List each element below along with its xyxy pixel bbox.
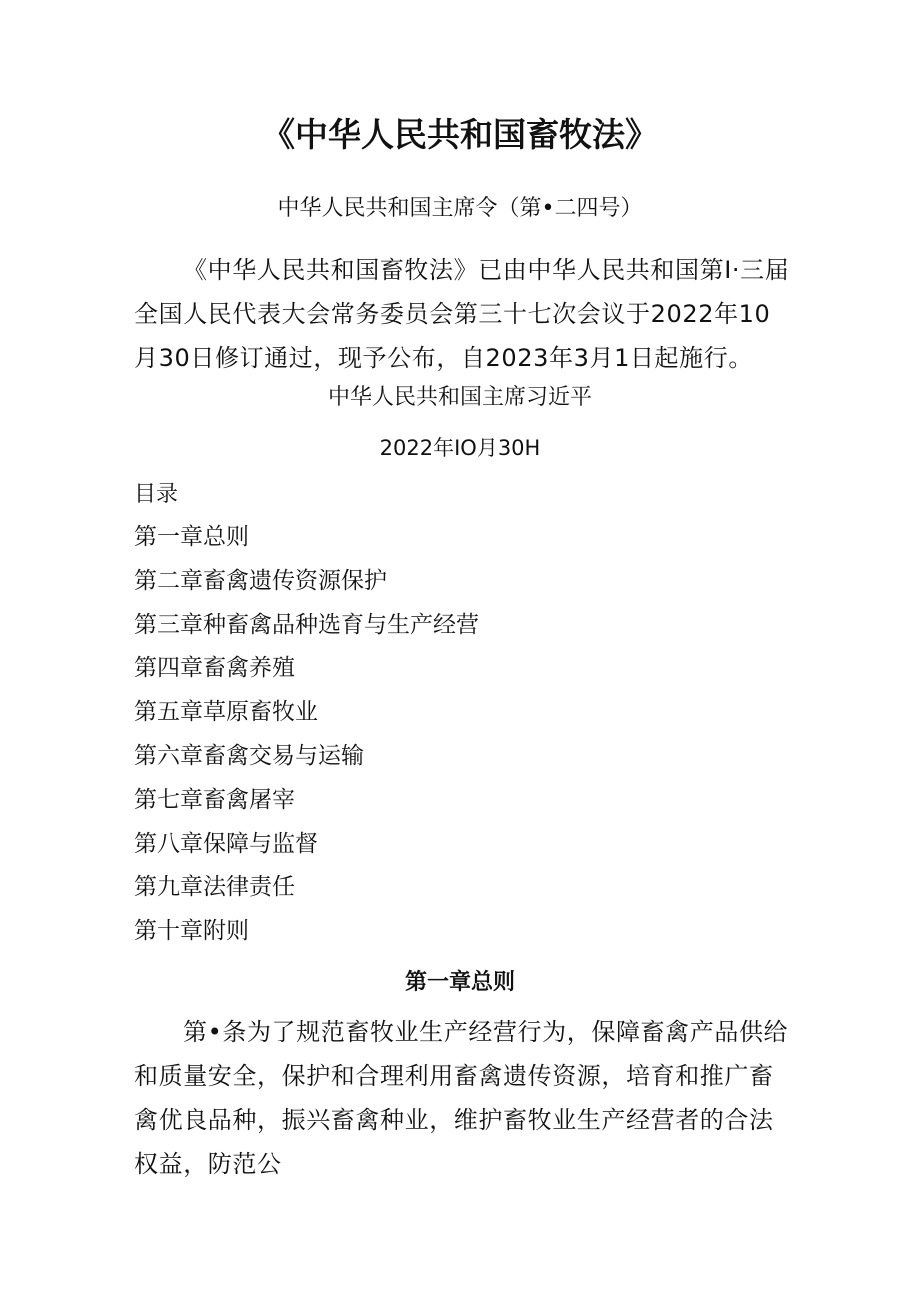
toc-item: 第九章法律责任 — [134, 874, 295, 901]
toc-item: 第二章畜禽遗传资源保护 — [134, 567, 387, 594]
signature-line: 中华人民共和国主席习近平 — [327, 385, 592, 410]
document-title: 《中华人民共和国畜牧法》 — [262, 115, 658, 154]
intro-paragraph: 《中华人民共和国畜牧法》已由中华人民共和国第I·三届全国人民代表大会常务委员会第三十七次会议于2022年10月30日修订通过，现予公布，自2023年3月1日起施行。 — [134, 256, 790, 372]
table-of-contents — [134, 525, 479, 963]
toc-item: 第四章畜禽养殖 — [134, 655, 295, 682]
date-line: 2022年IO月30H — [379, 436, 541, 460]
toc-heading: 目录 — [134, 482, 179, 507]
toc-item: 第一章总则 — [134, 524, 249, 550]
presidential-order-line: 中华人民共和国主席令（第•二四号） — [277, 196, 643, 221]
toc-item: 第八章保障与监督 — [134, 830, 318, 857]
toc-item: 第十章附则 — [134, 918, 249, 945]
toc-item: 第五章草原畜牧业 — [134, 699, 318, 726]
article-one-paragraph: 第•条为了规范畜牧业生产经营行为，保障畜禽产品供给和质量安全，保护和合理利用畜禽遗传资源，培育和推广畜禽优良品种，振兴畜禽种业，维护畜牧业生产经营者的合法权益，防范公 — [134, 1018, 789, 1178]
toc-item: 第三章种畜禽品种选育与生产经营 — [134, 611, 479, 638]
toc-item: 第七章畜禽屠宰 — [134, 786, 295, 813]
chapter-one-title: 第一章总则 — [404, 970, 515, 995]
toc-item: 第六章畜禽交易与运输 — [134, 742, 364, 769]
